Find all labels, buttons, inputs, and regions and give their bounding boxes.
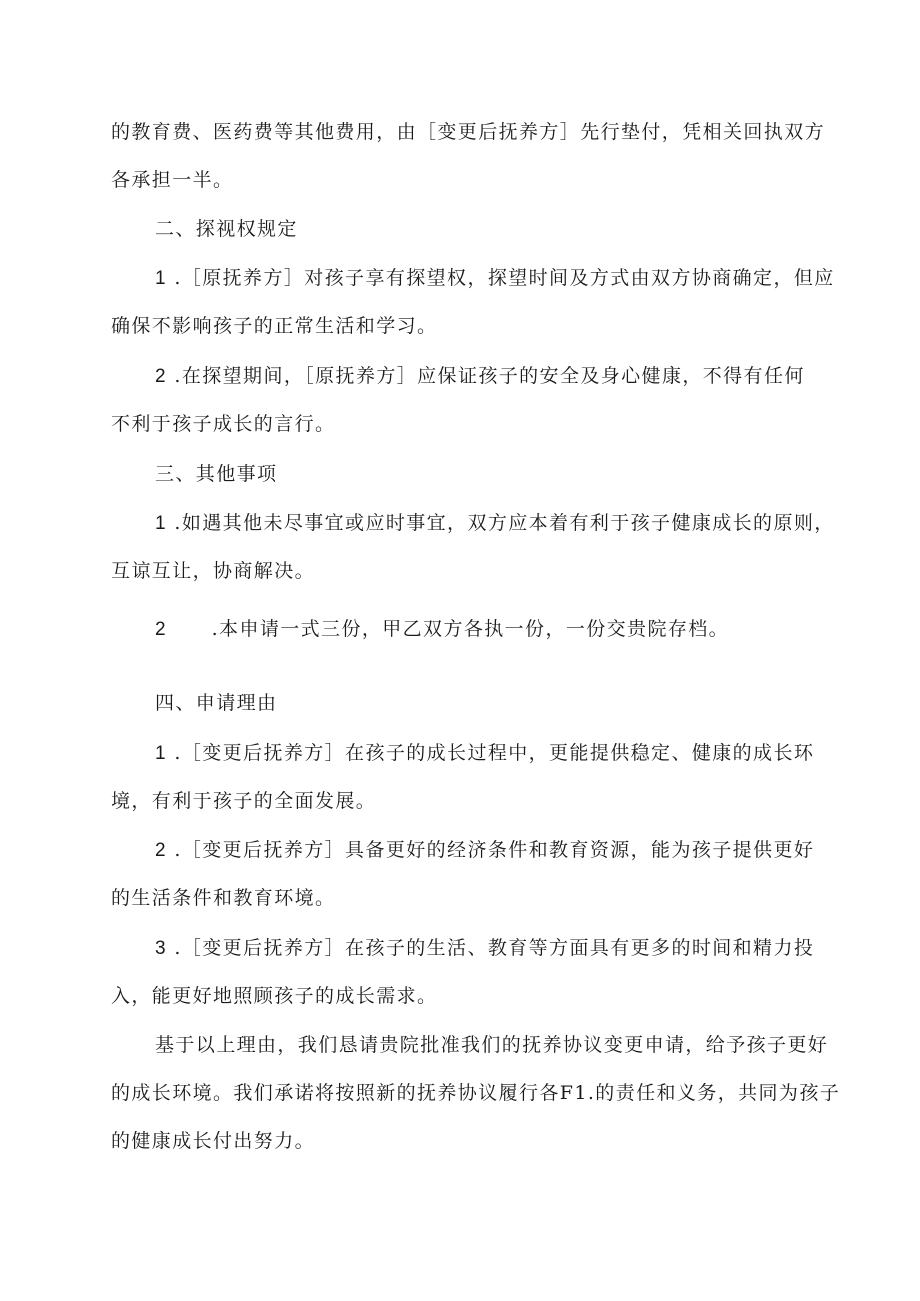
item-number: 1 (155, 743, 167, 764)
numbered-item (155, 936, 814, 961)
item-number: 2 (155, 840, 167, 861)
item-number: 2 (155, 619, 167, 640)
item-text: .如遇其他未尽事宜或应时事宜，双方应本着有利于孩子健康成长的原则， (166, 512, 835, 534)
item-text: .［变更后抚养方］具备更好的经济条件和教育资源，能为孩子提供更好 (166, 839, 815, 861)
item-number: 2 (155, 366, 167, 387)
numbered-item (155, 838, 814, 863)
item-text: .在探望期间，［原抚养方］应保证孩子的安全及身心健康，不得有任何 (166, 365, 805, 387)
item-text: .［变更后抚养方］在孩子的生活、教育等方面具有更多的时间和精力投 (166, 937, 815, 959)
paragraph-line: 的成长环境。我们承诺将按照新的抚养协议履行各F1.的责任和义务，共同为孩子 (111, 1082, 841, 1104)
section-heading: 四、申请理由 (155, 692, 278, 714)
item-text: .本申请一式三份，甲乙双方各执一份，一份交贵院存档。 (166, 618, 730, 640)
paragraph-line: 入，能更好地照顾孩子的成长需求。 (111, 985, 438, 1007)
numbered-item (155, 511, 835, 536)
numbered-item (155, 364, 805, 389)
item-number: 1 (155, 513, 167, 534)
item-text: .［变更后抚养方］在孩子的成长过程中，更能提供稳定、健康的成长环 (166, 742, 815, 764)
numbered-item (155, 266, 835, 291)
paragraph-line: 确保不影响孩子的正常生活和学习。 (111, 315, 438, 337)
numbered-item (155, 741, 814, 766)
paragraph-line: 基于以上理由，我们恳请贵院批准我们的抚养协议变更申请，给予孩子更好 (155, 1034, 829, 1056)
paragraph-line: 的生活条件和教育环境。 (111, 887, 336, 909)
section-heading: 三、其他事项 (155, 463, 278, 485)
item-text: .［原抚养方］对孩子享有探望权，探望时间及方式由双方协商确定，但应 (166, 267, 835, 289)
paragraph-line: 互谅互让，协商解决。 (111, 560, 316, 582)
item-number: 1 (155, 268, 167, 289)
paragraph-line: 的教育费、医药费等其他费用，由［变更后抚养方］先行垫付，凭相关回执双方 (111, 121, 826, 143)
paragraph-line: 的健康成长付出努力。 (111, 1130, 316, 1152)
section-heading: 二、探视权规定 (155, 218, 298, 240)
paragraph-line: 境，有利于孩子的全面发展。 (111, 790, 377, 812)
item-number: 3 (155, 938, 167, 959)
paragraph-line: 不利于孩子成长的言行。 (111, 413, 336, 435)
paragraph-line: 各承担一半。 (111, 169, 234, 191)
numbered-item (155, 617, 729, 642)
